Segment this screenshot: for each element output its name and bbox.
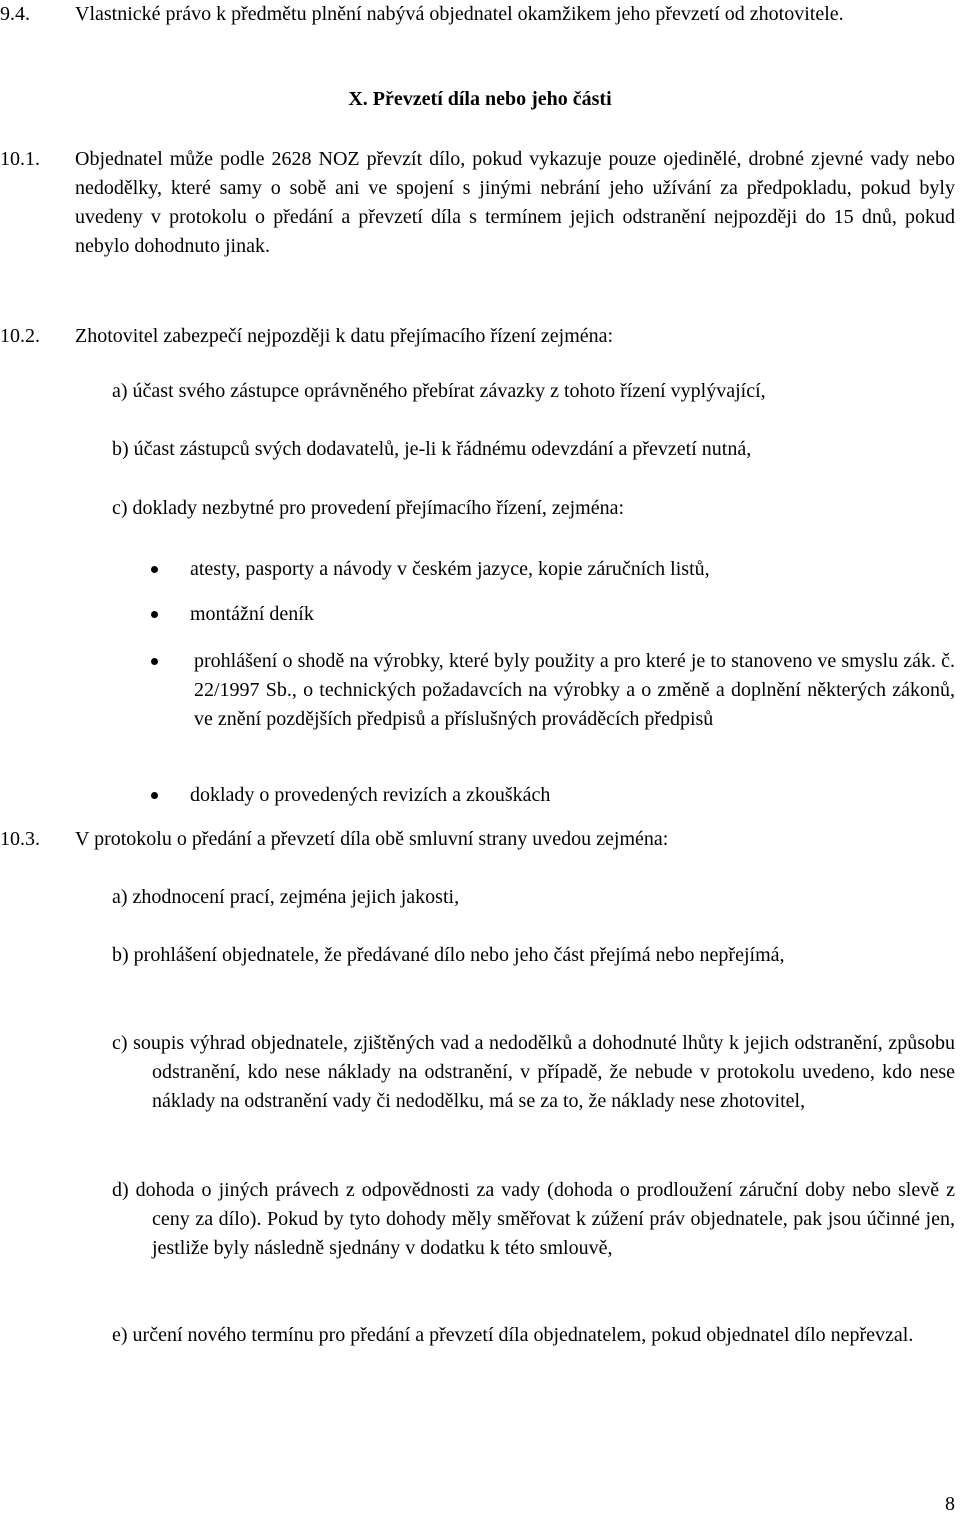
list-item-10-3-a: a) zhodnocení prací, zejména jejich jakosti,: [112, 886, 460, 908]
bullet-item-4: doklady o provedených revizích a zkouškách: [190, 784, 551, 806]
bullet-icon: [151, 792, 158, 799]
section-number-10-3: 10.3.: [0, 828, 40, 850]
page-number: 8: [945, 1493, 955, 1515]
section-heading: X. Převzetí díla nebo jeho části: [348, 88, 612, 110]
section-10-2-text: Zhotovitel zabezpečí nejpozději k datu přejímacího řízení zejména:: [75, 325, 614, 347]
list-item-10-3-d: d) dohoda o jiných právech z odpovědnosti za vady (dohoda o prodloužení záruční doby nebo slevě z ceny za dílo). Pokud by tyto dohody měly směřovat k zúžení práv objednatele, pak jsou účinné jen, jestliže byly následně sjednány v dodatku k této smlouvě,: [112, 1179, 955, 1259]
section-10-3-text: V protokolu o předání a převzetí díla obě smluvní strany uvedou zejména:: [75, 828, 669, 850]
list-item-10-3-b: b) prohlášení objednatele, že předávané dílo nebo jeho část přejímá nebo nepřejímá,: [112, 944, 785, 966]
list-item-10-2-b: b) účast zástupců svých dodavatelů, je-li k řádnému odevzdání a převzetí nutná,: [112, 438, 752, 460]
bullet-item-3: prohlášení o shodě na výrobky, které byly použity a pro které je to stanoveno ve smyslu zák. č. 22/1997 Sb., o technických požadavcích na výrobky a o změně a doplnění některých zákonů, ve znění pozdějších předpisů a příslušných prováděcích předpisů: [194, 650, 955, 730]
bullet-item-2: montážní deník: [190, 603, 314, 625]
list-item-10-3-e: e) určení nového termínu pro předání a převzetí díla objednatelem, pokud objednatel dílo nepřevzal.: [112, 1324, 914, 1346]
section-number-10-1: 10.1.: [0, 148, 40, 170]
section-number-9-4: 9.4.: [0, 3, 30, 25]
section-9-4-text: Vlastnické právo k předmětu plnění nabývá objednatel okamžikem jeho převzetí od zhotovitele.: [75, 3, 844, 25]
bullet-item-1: atesty, pasporty a návody v českém jazyce, kopie záručních listů,: [190, 558, 710, 580]
list-item-10-3-c: c) soupis výhrad objednatele, zjištěných vad a nedodělků a dohodnuté lhůty k jejich odstranění, způsobu odstranění, kdo nese náklady na odstranění, v případě, že nebude v protokolu uvedeno, kdo nese náklady na odstranění vady či nedodělku, má se za to, že náklady nese zhotovitel,: [112, 1032, 955, 1112]
bullet-icon: [151, 566, 158, 573]
bullet-icon: [151, 658, 158, 665]
list-item-10-2-a: a) účast svého zástupce oprávněného přebírat závazky z tohoto řízení vyplývající,: [112, 380, 766, 402]
list-item-10-2-c: c) doklady nezbytné pro provedení přejímacího řízení, zejména:: [112, 497, 625, 519]
section-10-1-text: Objednatel může podle 2628 NOZ převzít dílo, pokud vykazuje pouze ojedinělé, drobné zjevné vady nebo nedodělky, které samy o sobě ani ve spojení s jinými nebrání jeho užívání za předpokladu, pokud byly uvedeny v protokolu o předání a převzetí díla s termínem jejich odstranění nejpozději do 15 dnů, pokud nebylo dohodnuto jinak.: [75, 148, 955, 257]
bullet-icon: [151, 611, 158, 618]
section-number-10-2: 10.2.: [0, 325, 40, 347]
